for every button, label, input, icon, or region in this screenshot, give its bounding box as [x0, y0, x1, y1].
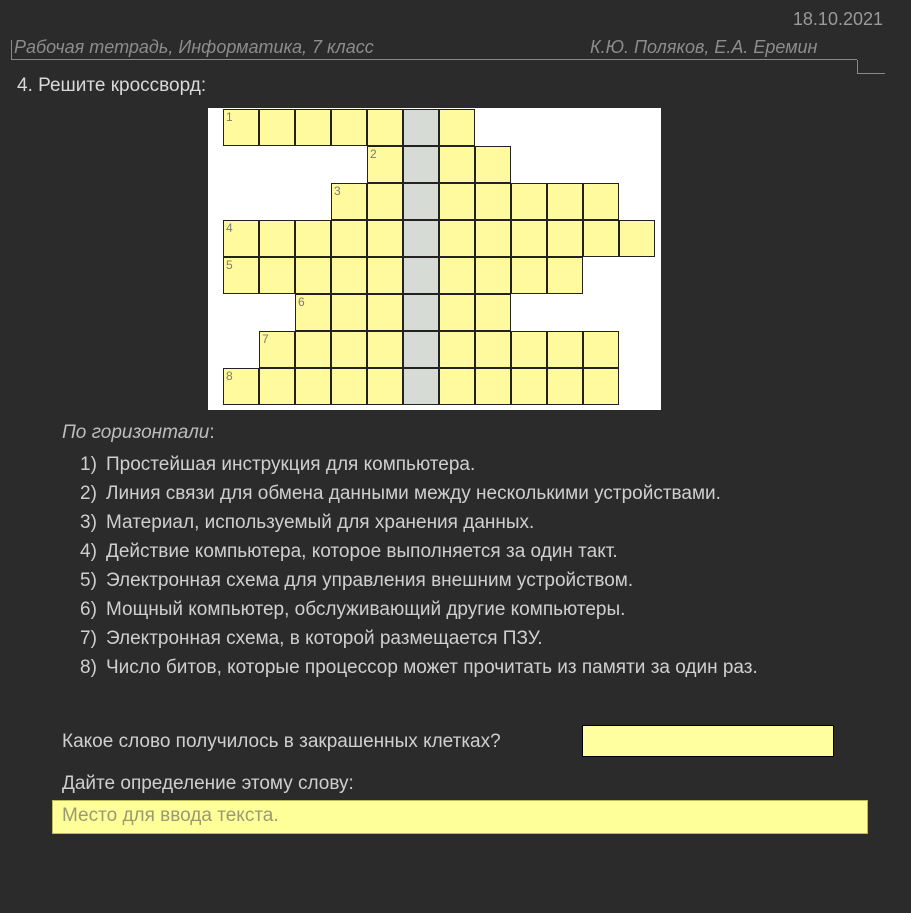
clue-number: 7): [80, 628, 97, 649]
clue-number: 1): [80, 454, 97, 475]
crossword-cell[interactable]: [439, 220, 475, 257]
clue-number: 6): [80, 599, 97, 620]
crossword-cell[interactable]: [223, 220, 259, 257]
crossword-cell[interactable]: [583, 368, 619, 405]
crossword-cell[interactable]: [367, 331, 403, 368]
clue-number: 4): [80, 541, 97, 562]
crossword-cell[interactable]: [439, 294, 475, 331]
crossword-cell[interactable]: [295, 331, 331, 368]
crossword-cell[interactable]: [439, 368, 475, 405]
crossword-cell[interactable]: [439, 183, 475, 220]
crossword-cell[interactable]: [439, 146, 475, 183]
clue-item: [80, 450, 860, 479]
header-corner-right: [857, 60, 858, 74]
crossword-cell[interactable]: [583, 331, 619, 368]
crossword-cell[interactable]: [331, 368, 367, 405]
clue-text: Материал, используемый для хранения данных.: [106, 512, 535, 533]
crossword-cell[interactable]: [367, 146, 403, 183]
clue-text: Электронная схема для управления внешним устройством.: [106, 570, 634, 591]
crossword-cell[interactable]: [259, 220, 295, 257]
crossword-cell[interactable]: [367, 220, 403, 257]
crossword-key-cell[interactable]: [403, 146, 439, 183]
clue-text: Мощный компьютер, обслуживающий другие компьютеры.: [106, 599, 626, 620]
crossword-key-cell[interactable]: [403, 109, 439, 146]
crossword-cell[interactable]: [223, 368, 259, 405]
crossword-cell[interactable]: [475, 183, 511, 220]
define-label: Дайте определение этому слову:: [62, 773, 354, 794]
crossword-cell[interactable]: [331, 183, 367, 220]
section-label: По горизонтали:: [62, 422, 215, 443]
crossword-cell[interactable]: [475, 220, 511, 257]
crossword-key-cell[interactable]: [403, 257, 439, 294]
crossword-cell[interactable]: [295, 294, 331, 331]
clue-number: 5): [80, 570, 97, 591]
crossword-cell[interactable]: [259, 331, 295, 368]
crossword-key-cell[interactable]: [403, 368, 439, 405]
clue-number: 8): [80, 657, 97, 678]
crossword-key-cell[interactable]: [403, 294, 439, 331]
crossword-row-number: 6: [298, 295, 305, 309]
clue-text: Действие компьютера, которое выполняется за один такт.: [106, 541, 618, 562]
crossword-row-number: 3: [334, 184, 341, 198]
crossword-cell[interactable]: [331, 109, 367, 146]
clue-item: [80, 537, 860, 566]
crossword-cell[interactable]: [331, 257, 367, 294]
crossword-cell[interactable]: [367, 109, 403, 146]
clue-number: 3): [80, 512, 97, 533]
definition-input[interactable]: Место для ввода текста.: [52, 800, 868, 834]
crossword-row-number: 5: [226, 258, 233, 272]
crossword-cell[interactable]: [475, 257, 511, 294]
crossword-row-number: 7: [262, 332, 269, 346]
crossword-cell[interactable]: [367, 183, 403, 220]
crossword-cell[interactable]: [259, 109, 295, 146]
clue-item: [80, 595, 860, 624]
crossword-cell[interactable]: [619, 220, 655, 257]
crossword-cell[interactable]: [331, 294, 367, 331]
crossword-key-cell[interactable]: [403, 331, 439, 368]
crossword-cell[interactable]: [367, 294, 403, 331]
crossword-cell[interactable]: [439, 331, 475, 368]
crossword-cell[interactable]: [547, 257, 583, 294]
crossword-cell[interactable]: [439, 109, 475, 146]
crossword-row-number: 8: [226, 369, 233, 383]
crossword-cell[interactable]: [475, 368, 511, 405]
question-text: Какое слово получилось в закрашенных клетках?: [62, 731, 501, 752]
clue-item: [80, 566, 860, 595]
header-book-title: Рабочая тетрадь, Информатика, 7 класс: [14, 37, 374, 57]
crossword-row-number: 2: [370, 147, 377, 161]
crossword-cell[interactable]: [511, 220, 547, 257]
header-authors: К.Ю. Поляков, Е.А. Еремин: [590, 37, 818, 57]
crossword-cell[interactable]: [475, 294, 511, 331]
clue-item: [80, 653, 860, 682]
crossword-cell[interactable]: [475, 331, 511, 368]
crossword-cell[interactable]: [223, 109, 259, 146]
clue-item: [80, 508, 860, 537]
crossword-cell[interactable]: [367, 368, 403, 405]
clue-text: Число битов, которые процессор может прочитать из памяти за один раз.: [106, 657, 758, 678]
clue-number: 2): [80, 483, 97, 504]
crossword-cell[interactable]: [547, 368, 583, 405]
crossword-cell[interactable]: [511, 331, 547, 368]
clue-text: Простейшая инструкция для компьютера.: [106, 454, 476, 475]
crossword-cell[interactable]: [295, 109, 331, 146]
crossword-cell[interactable]: [439, 257, 475, 294]
crossword-cell[interactable]: [331, 220, 367, 257]
clue-list: [80, 450, 860, 682]
task-title: 4. Решите кроссворд:: [17, 75, 207, 96]
answer-input[interactable]: [582, 725, 834, 757]
crossword-key-cell[interactable]: [403, 183, 439, 220]
header-corner-right-tick: [857, 73, 885, 74]
crossword-cell[interactable]: [367, 257, 403, 294]
crossword-cell[interactable]: [259, 368, 295, 405]
crossword-row-number: 4: [226, 221, 233, 235]
crossword-cell[interactable]: [331, 331, 367, 368]
clue-item: [80, 479, 860, 508]
crossword-cell[interactable]: [583, 220, 619, 257]
crossword-cell[interactable]: [511, 257, 547, 294]
crossword-key-cell[interactable]: [403, 220, 439, 257]
date-label: 18.10.2021: [792, 9, 883, 29]
crossword-cell[interactable]: [547, 183, 583, 220]
crossword-row-number: 1: [226, 110, 233, 124]
crossword-cell[interactable]: [511, 183, 547, 220]
crossword-cell[interactable]: [295, 257, 331, 294]
clue-text: Электронная схема, в которой размещается ПЗУ.: [106, 628, 543, 649]
crossword-grid: [208, 108, 661, 410]
crossword-cell[interactable]: [475, 146, 511, 183]
crossword-cell[interactable]: [511, 368, 547, 405]
crossword-cell[interactable]: [547, 331, 583, 368]
clue-item: [80, 624, 860, 653]
clue-text: Линия связи для обмена данными между несколькими устройствами.: [106, 483, 721, 504]
crossword-cell[interactable]: [583, 183, 619, 220]
crossword-cell[interactable]: [259, 257, 295, 294]
crossword-cell[interactable]: [295, 220, 331, 257]
crossword-cell[interactable]: [223, 257, 259, 294]
crossword-cell[interactable]: [547, 220, 583, 257]
crossword-cell[interactable]: [295, 368, 331, 405]
